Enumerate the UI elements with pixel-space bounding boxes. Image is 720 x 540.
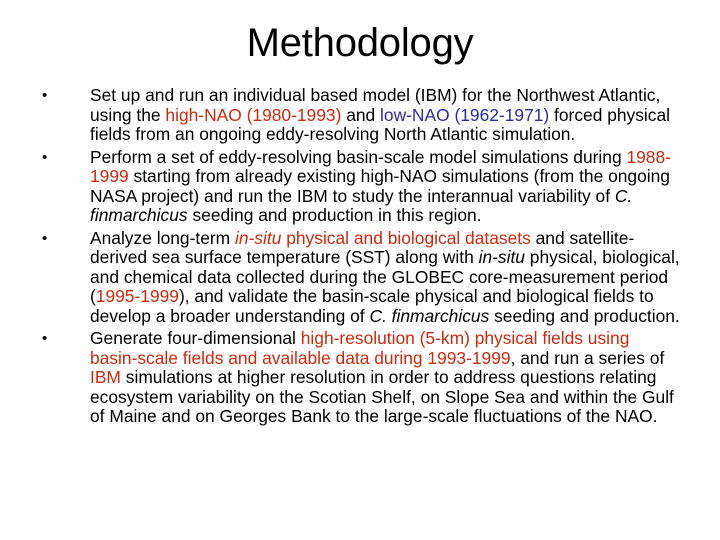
- slide-title: Methodology: [246, 21, 474, 65]
- bullet-text-segment: seeding and production in this region.: [187, 205, 482, 225]
- bullet-item: [0, 148, 720, 226]
- bullet-item: [0, 86, 720, 145]
- bullet-text: [90, 228, 680, 326]
- bullet-text: [90, 328, 674, 426]
- bullet-text-segment: IBM: [90, 367, 121, 387]
- bullet-text-segment: in-situ: [234, 227, 282, 248]
- bullet-text-segment: in-situ: [478, 247, 525, 267]
- bullet-text-segment: low-NAO (1962-1971): [380, 104, 550, 125]
- bullet-text-segment: , and run a series of: [510, 347, 665, 368]
- bullet-text-segment: Analyze long-term: [90, 227, 235, 248]
- bullet-text-segment: 1988-1999: [90, 146, 671, 186]
- bullet-text-segment: forced physical fields from an ongoing eddy-resolving North Atlantic simulation.: [90, 104, 671, 144]
- bullet-text-segment: Set up and run an individual based model (IBM) for the Northwest Atlantic, using the: [90, 85, 661, 125]
- bullet-text-segment: Generate four-dimensional: [90, 328, 301, 348]
- bullet-dot-icon: •: [42, 229, 48, 247]
- bullet-text-segment: high-NAO (1980-1993): [165, 104, 342, 125]
- bullet-item: [0, 229, 720, 327]
- bullet-text-segment: and: [341, 104, 381, 125]
- bullet-text-segment: C. finmarchicus: [90, 185, 633, 225]
- bullet-text-segment: C. finmarchicus: [369, 305, 490, 326]
- bullet-dot-icon: •: [42, 148, 48, 166]
- bullet-dot-icon: •: [42, 87, 48, 104]
- bullet-text: [90, 85, 670, 144]
- bullet-list: [0, 86, 720, 430]
- bullet-dot-icon: •: [42, 330, 48, 347]
- bullet-text-segment: starting from already existing high-NAO simulations (from the ongoing NASA project) and run the IBM to study the interannual variability of: [90, 166, 670, 206]
- bullet-text: [90, 147, 671, 226]
- bullet-text-segment: physical and biological datasets: [281, 227, 531, 248]
- bullet-text-segment: seeding and production.: [489, 305, 680, 326]
- bullet-text-segment: simulations at higher resolution in order to address questions relating ecosystem variability on the Scotian Shelf, on Slope Sea and within the Gulf of Maine and on Georges Bank to the large-scale fluctuations of the NAO.: [90, 367, 674, 426]
- bullet-text-segment: ), and validate the basin-scale physical and biological fields to develop a broader understanding of: [90, 286, 654, 326]
- bullet-text-segment: 1995-1999: [95, 286, 179, 306]
- bullet-text-segment: high-resolution (5-km) physical fields using basin-scale fields and available data during 1993-1999: [90, 328, 630, 368]
- bullet-item: [0, 329, 720, 427]
- bullet-text-segment: Perform a set of eddy-resolving basin-scale model simulations during: [90, 146, 627, 167]
- bullet-text-segment: physical, biological, and chemical data collected during the GLOBEC core-measurement period (: [90, 247, 680, 306]
- bullet-text-segment: and satellite-derived sea surface temperature (SST) along with: [90, 227, 635, 267]
